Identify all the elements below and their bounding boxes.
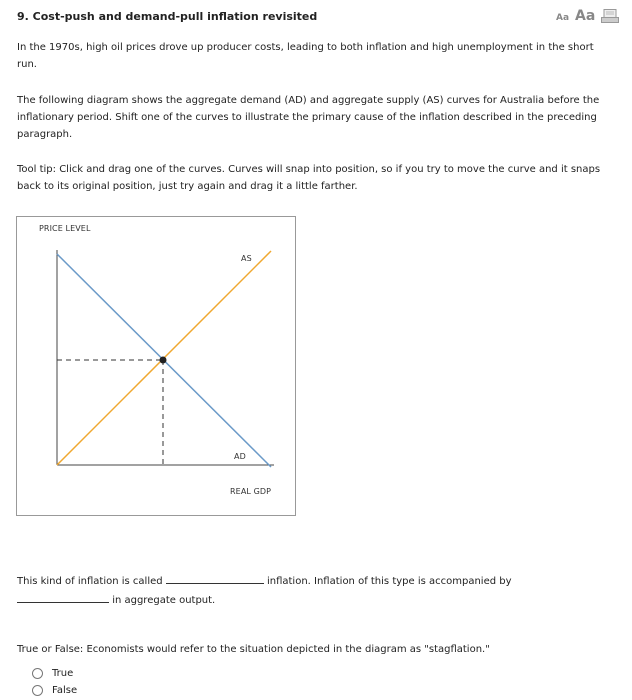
question-title: 9. Cost-push and demand-pull inflation revisited	[17, 10, 318, 23]
instructions-paragraph: The following diagram shows the aggregate demand (AD) and aggregate supply (AS) curves for Australia before the inflationary period. Shift one of the curves to illustrate the primary cause of the inflation described in the preceding paragraph.	[17, 95, 600, 140]
print-icon[interactable]	[601, 9, 619, 23]
aggregate-output-blank[interactable]	[17, 590, 109, 603]
option-false-label: False	[52, 685, 78, 696]
radio-true[interactable]	[32, 668, 43, 679]
option-true[interactable]	[32, 668, 73, 679]
font-size-increase-button[interactable]: Aa	[575, 8, 596, 24]
intro-paragraph: In the 1970s, high oil prices drove up producer costs, leading to both inflation and high unemployment in the short run.	[17, 42, 594, 70]
equilibrium-point	[160, 357, 167, 364]
inflation-type-blank[interactable]	[166, 571, 264, 584]
ad-as-graph	[16, 216, 296, 516]
radio-false[interactable]	[32, 685, 43, 696]
true-false-prompt: True or False: Economists would refer to the situation depicted in the diagram as "stagflation."	[17, 644, 490, 655]
tooltip-paragraph: Tool tip: Click and drag one of the curves. Curves will snap into position, so if you try to move the curve and it snaps back to its original position, just try again and drag it a little farther.	[17, 164, 601, 192]
y-axis-label: PRICE LEVEL	[39, 224, 91, 233]
ad-curve-label: AD	[234, 452, 246, 461]
fill-in-text-2: inflation. Inflation of this type is accompanied by	[266, 576, 512, 587]
fill-in-text-3: in aggregate output.	[112, 595, 216, 606]
font-size-decrease-button[interactable]: Aa	[556, 13, 570, 23]
fill-in-text-1: This kind of inflation is called	[17, 576, 163, 587]
as-curve-label: AS	[241, 254, 252, 263]
option-true-label: True	[52, 668, 74, 679]
fill-in-question	[17, 571, 615, 609]
option-false[interactable]	[32, 685, 77, 696]
x-axis-label: REAL GDP	[230, 487, 272, 496]
graph-canvas	[17, 217, 297, 517]
